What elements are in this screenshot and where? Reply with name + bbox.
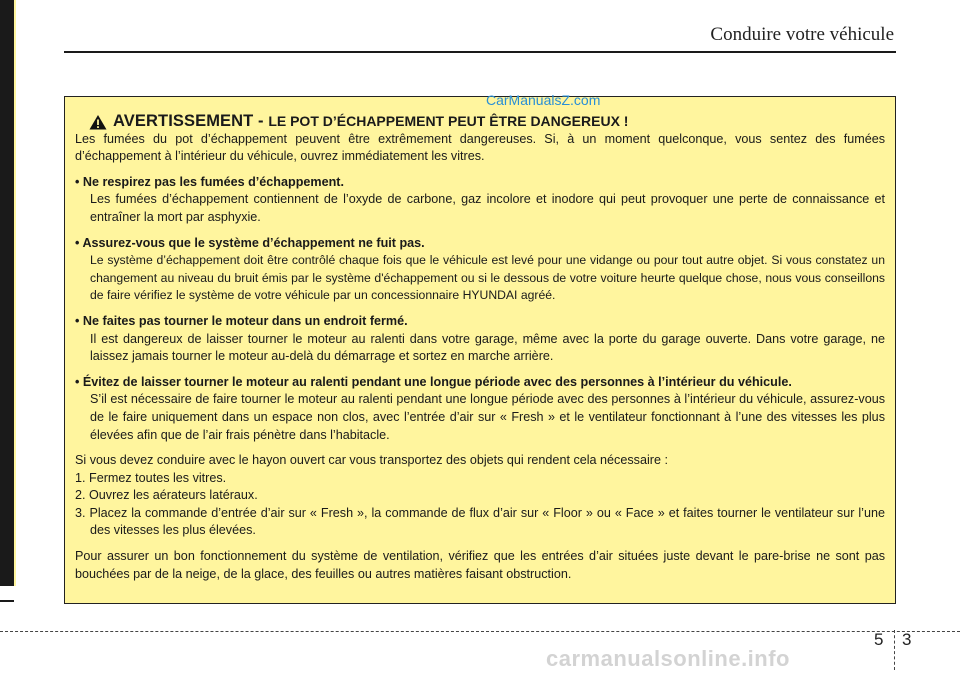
warning-triangle-icon xyxy=(89,114,107,130)
hatch-intro: Si vous devez conduire avec le hayon ouvert car vous transportez des objets qui rendent cela nécessaire : xyxy=(75,453,668,468)
page-number-separator xyxy=(894,630,895,670)
step-item: 2. Ouvrez les aérateurs latéraux. xyxy=(75,488,258,503)
warning-title: AVERTISSEMENT xyxy=(113,112,254,130)
warning-subtitle: LE POT D’ÉCHAPPEMENT PEUT ÊTRE DANGEREUX ! xyxy=(268,113,629,129)
watermark-top: CarManualsZ.com xyxy=(486,92,601,108)
corner-mark xyxy=(0,600,14,602)
warning-heading xyxy=(89,113,885,131)
page-section-number: 5 xyxy=(874,630,884,649)
bullet-heading: • Évitez de laisser tourner le moteur au ralenti pendant une longue période avec des personnes à l’intérieur du véhicule. xyxy=(75,374,792,389)
closing-paragraph: Pour assurer un bon fonctionnement du système de ventilation, vérifiez que les entrées d’air situées juste devant le pare-brise ne sont pas bouchées par de la neige, de la glace, des feuilles ou autres matières faisant obstruction. xyxy=(75,549,885,581)
step-item: 3. Placez la commande d’entrée d’air sur « Fresh », la commande de flux d’air sur « Floor » ou « Face » et faites tourner le ventilateur sur l’une des vitesses les plus élevées. xyxy=(75,505,885,538)
bullet-body: Il est dangereux de laisser tourner le moteur au ralenti dans votre garage, même avec la porte du garage ouverte. Dans votre garage, ne laissez jamais tourner le moteur au-delà du démarrage et sortez en marche arrière. xyxy=(90,331,885,364)
bullet-heading: • Ne respirez pas les fumées d’échappement. xyxy=(75,174,344,189)
bullet-body: Les fumées d’échappement contiennent de l’oxyde de carbone, gaz incolore et inodore qui peut provoquer une perte de connaissance et entraîner la mort par asphyxie. xyxy=(90,192,885,224)
warning-title-separator: - xyxy=(253,112,269,130)
bullet-heading: • Assurez-vous que le système d’échappement ne fuit pas. xyxy=(75,235,425,250)
bullet-body: Le système d’échappement doit être contrôlé chaque fois que le véhicule est levé pour une vidange ou pour tout autre objet. Si vous constatez un changement au niveau du bruit émis par le système d'échappement ou si le dessous de votre voiture heurte quelque chose, nous vous conseillons de faire vérifiez le système de votre véhicule par un concessionnaire HYUNDAI agréé. xyxy=(90,253,885,303)
warning-box xyxy=(64,96,896,604)
page-edge-accent xyxy=(14,0,16,586)
page-number: 3 xyxy=(902,630,912,649)
footer-dashed-rule xyxy=(0,631,960,632)
warning-intro: Les fumées du pot d’échappement peuvent être extrêmement dangereuses. Si, à un moment quelconque, vous sentez des fumées d’échappement à l’intérieur du véhicule, ouvrez immédiatement les vitres. xyxy=(75,131,885,164)
bullet-body: S’il est nécessaire de faire tourner le moteur au ralenti pendant une longue période avec des personnes à l’intérieur du véhicule, assurez-vous de le faire uniquement dans un espace non clos, avec l’entrée d’air sur « Fresh » et le ventilateur fonctionnant à l’une des vitesses les plus élevées afin que de l’air frais pénètre dans l’habitacle. xyxy=(90,392,885,442)
section-title: Conduire votre véhicule xyxy=(710,24,894,45)
bullet-heading: • Ne faites pas tourner le moteur dans un endroit fermé. xyxy=(75,313,408,328)
page-edge-bar xyxy=(0,0,14,586)
step-item: 1. Fermez toutes les vitres. xyxy=(75,470,227,485)
watermark-bottom: carmanualsonline.info xyxy=(546,646,790,671)
header-divider xyxy=(64,51,896,53)
